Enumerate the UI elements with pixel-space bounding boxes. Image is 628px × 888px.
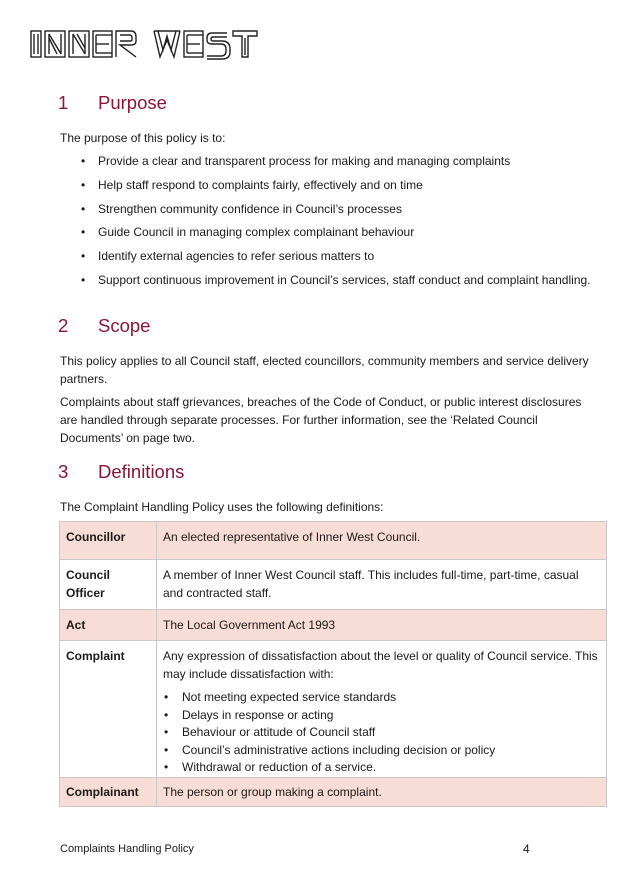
purpose-list: [60, 153, 600, 296]
list-item: • Provide a clear and transparent process for making and managing complaints: [60, 153, 600, 171]
list-item: • Not meeting expected service standards: [163, 689, 600, 707]
table-row: [60, 610, 607, 641]
definitions-table: [59, 521, 607, 807]
definition-text: Any expression of dissatisfaction about the level or quality of Council service. This may include dissatisfaction with:: [163, 649, 598, 681]
section-number: 1: [58, 92, 69, 113]
list-item: • Guide Council in managing complex complainant behaviour: [60, 224, 600, 242]
section-number: 3: [58, 461, 69, 482]
section-title: Definitions: [98, 461, 185, 482]
definition-term: Complainant: [60, 777, 157, 806]
purpose-intro: The purpose of this policy is to:: [60, 131, 226, 145]
section-heading-definitions: [58, 461, 184, 483]
table-row: [60, 641, 607, 778]
scope-paragraph-1: This policy applies to all Council staff, elected councillors, community members and service delivery partners.: [60, 354, 589, 386]
scope-paragraph-2: Complaints about staff grievances, breaches of the Code of Conduct, or public interest disclosures are handled through separate processes. For further information, see the ‘Related Council Documents’ on page two.: [60, 395, 582, 445]
inner-west-logo: [30, 28, 270, 60]
list-item: • Help staff respond to complaints fairly, effectively and on time: [60, 177, 600, 195]
definition-term: Complaint: [60, 641, 157, 778]
definition-cell: [157, 641, 607, 778]
complaint-list: [163, 689, 600, 777]
footer-document-title: Complaints Handling Policy: [60, 843, 194, 855]
list-item: • Council’s administrative actions including decision or policy: [163, 742, 600, 760]
list-item: • Strengthen community confidence in Council’s processes: [60, 201, 600, 219]
section-heading-purpose: [58, 92, 167, 114]
definition-text: A member of Inner West Council staff. This includes full-time, part-time, casual and contracted staff.: [157, 560, 607, 610]
definition-text: The Local Government Act 1993: [157, 610, 607, 641]
page-number: 4: [523, 842, 530, 856]
list-item: • Identify external agencies to refer serious matters to: [60, 248, 600, 266]
definition-text: An elected representative of Inner West Council.: [157, 522, 607, 560]
list-item: • Behaviour or attitude of Council staff: [163, 724, 600, 742]
table-row: [60, 777, 607, 806]
table-row: [60, 560, 607, 610]
definition-term: Councillor: [60, 522, 157, 560]
definition-term: Council Officer: [60, 560, 157, 610]
table-row: [60, 522, 607, 560]
section-title: Purpose: [98, 92, 167, 113]
list-item: • Withdrawal or reduction of a service.: [163, 759, 600, 777]
definition-term: Act: [60, 610, 157, 641]
list-item: • Delays in response or acting: [163, 707, 600, 725]
section-heading-scope: [58, 315, 150, 337]
section-number: 2: [58, 315, 69, 336]
section-title: Scope: [98, 315, 151, 336]
inner-west-logo-icon: [30, 28, 270, 60]
definitions-intro: The Complaint Handling Policy uses the following definitions:: [60, 500, 384, 514]
definition-text: The person or group making a complaint.: [157, 777, 607, 806]
list-item: • Support continuous improvement in Council’s services, staff conduct and complaint handling.: [60, 272, 600, 290]
